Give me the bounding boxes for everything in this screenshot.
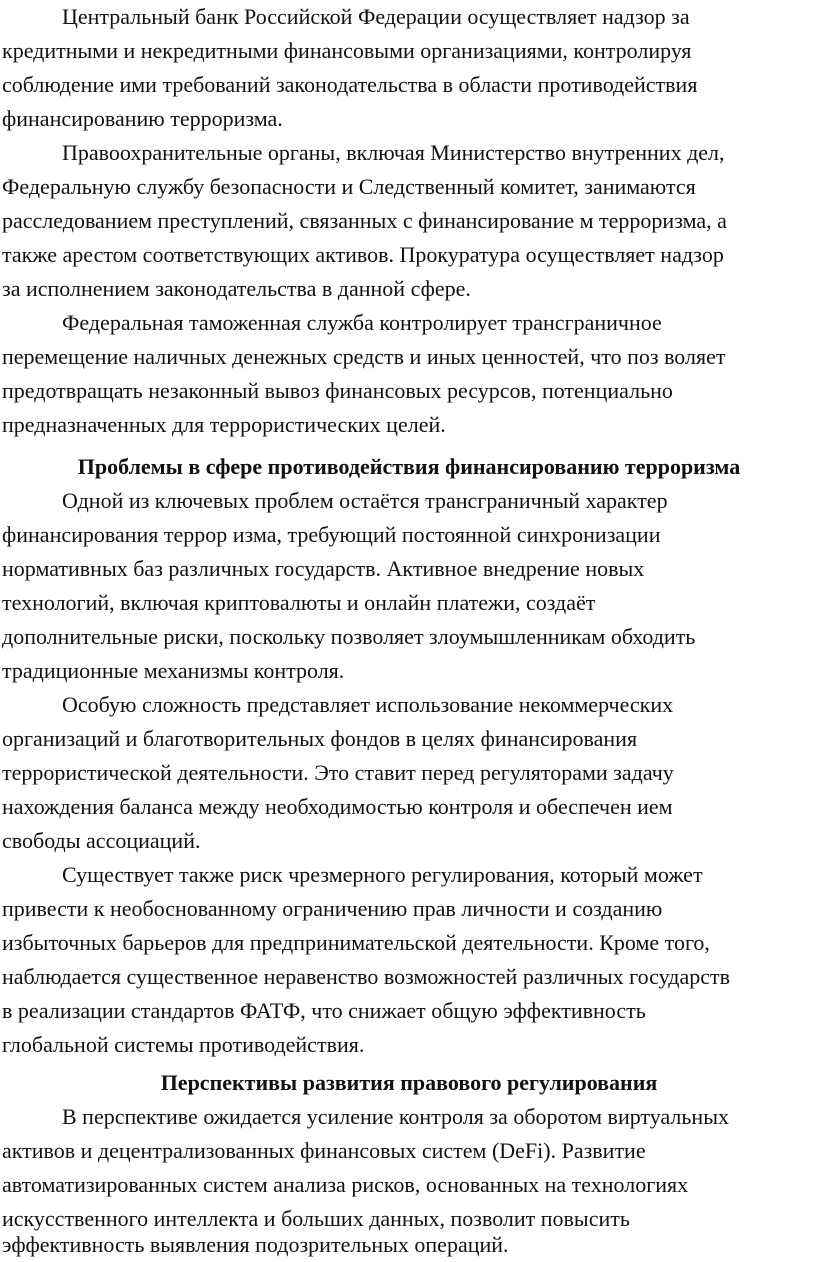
paragraph-line: нормативных баз различных государств. Активное внедрение новых [2,556,645,581]
paragraph-line: Одной из ключевых проблем остаётся трансграничный характер [62,488,668,513]
paragraph-line: нахождения баланса между необходимостью контроля и обеспечен ием [2,794,673,819]
paragraph-line: Федеральную службу безопасности и Следственный комитет, занимаются [2,174,696,199]
paragraph-line: также арестом соответствующих активов. Прокуратура осуществляет надзор [2,242,724,267]
paragraph-line: Правоохранительные органы, включая Министерство внутренних дел, [62,140,725,165]
paragraph-line: технологий, включая криптовалюты и онлайн платежи, создаёт [2,590,596,615]
paragraph-line: террористической деятельности. Это ставит перед регуляторами задачу [2,760,674,785]
paragraph-line: предотвращать незаконный вывоз финансовых ресурсов, потенциально [2,378,673,403]
paragraph-line: активов и децентрализованных финансовых систем (DeFi). Развитие [2,1138,646,1163]
paragraph-line: дополнительные риски, поскольку позволяет злоумышленникам обходить [2,624,696,649]
paragraph-line: соблюдение ими требований законодательства в области противодействия [2,72,698,97]
paragraph-line: кредитными и некредитными финансовыми организациями, контролируя [2,38,692,63]
paragraph-line: организаций и благотворительных фондов в целях финансирования [2,726,638,751]
section-heading-problems: Проблемы в сфере противодействия финансированию терроризма [77,454,741,479]
paragraph-line: Особую сложность представляет использование некоммерческих [62,692,674,717]
paragraph-line: искусственного интеллекта и больших данных, позволит повысить [2,1206,630,1231]
paragraph-line: традиционные механизмы контроля. [2,658,345,683]
paragraph-line: наблюдается существенное неравенство возможностей различных государств [2,964,730,989]
paragraph-line: финансированию терроризма. [2,106,283,131]
paragraph-line: избыточных барьеров для предпринимательской деятельности. Кроме того, [2,930,710,955]
paragraph-line: перемещение наличных денежных средств и иных ценностей, что поз воляет [2,344,726,369]
paragraph-line: автоматизированных систем анализа рисков, основанных на технологиях [2,1172,689,1197]
paragraph-line: Существует также риск чрезмерного регулирования, который может [62,862,703,887]
paragraph-line: за исполнением законодательства в данной сфере. [2,276,471,301]
paragraph-line: предназначенных для террористических целей. [2,412,446,437]
paragraph-line: Федеральная таможенная служба контролирует трансграничное [62,310,662,335]
paragraph-line: глобальной системы противодействия. [2,1032,365,1057]
paragraph-line: привести к необоснованному ограничению прав личности и созданию [2,896,663,921]
paragraph-line: финансирования террор изма, требующий постоянной синхронизации [2,522,661,547]
paragraph-line: Центральный банк Российской Федерации осуществляет надзор за [62,4,690,29]
paragraph-line: В перспективе ожидается усиление контроля за оборотом виртуальных [62,1104,729,1129]
paragraph-line: расследованием преступлений, связанных с финансирование м терроризма, а [2,208,727,233]
paragraph-line: в реализации стандартов ФАТФ, что снижает общую эффективность [2,998,646,1023]
paragraph-line: свободы ассоциаций. [2,828,201,853]
section-heading-perspectives: Перспективы развития правового регулирования [160,1070,658,1095]
paragraph-line: эффективность выявления подозрительных операций. [2,1232,509,1257]
